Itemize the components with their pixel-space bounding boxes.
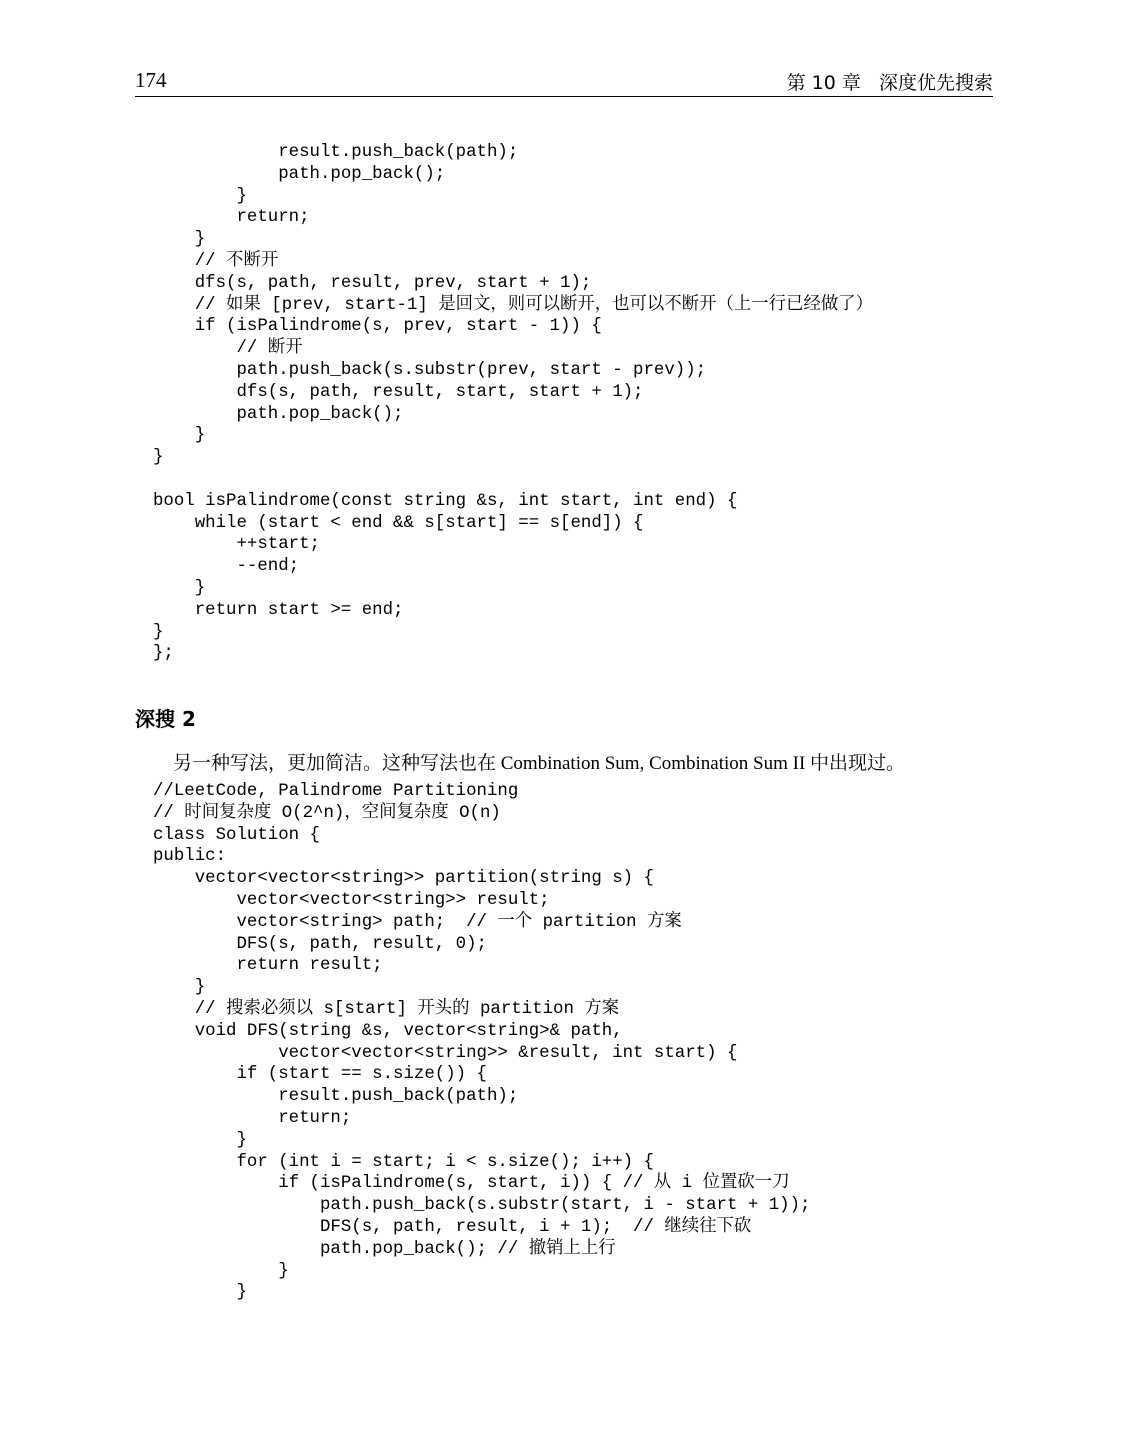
- code-line: }: [153, 230, 206, 250]
- code-line: }: [153, 1130, 247, 1150]
- code-line: path.pop_back();: [153, 404, 404, 424]
- code-line: return result;: [153, 956, 383, 976]
- section-paragraph: 另一种写法，更加简洁。这种写法也在 Combination Sum, Combination Sum II 中出现过。: [173, 753, 906, 774]
- code-line: public:: [153, 847, 227, 867]
- code-line: vector<vector<string>> result;: [153, 890, 550, 910]
- code-line: }: [153, 1261, 289, 1281]
- code-line: }: [153, 426, 206, 446]
- code-line: vector<vector<string>> &result, int start) {: [153, 1043, 738, 1063]
- code-line: // 断开: [153, 339, 303, 359]
- code-block-1: [153, 142, 873, 665]
- section-heading: 深搜 2: [135, 707, 196, 731]
- code-line: result.push_back(path);: [153, 1087, 519, 1107]
- code-line: path.push_back(s.substr(prev, start - prev));: [153, 360, 707, 380]
- code-line: DFS(s, path, result, 0);: [153, 934, 487, 954]
- code-line: path.pop_back();: [153, 164, 446, 184]
- code-line: // 不断开: [153, 251, 279, 271]
- code-line: path.push_back(s.substr(start, i - start + 1));: [153, 1196, 811, 1216]
- code-line: path.pop_back(); // 撤销上上行: [153, 1239, 616, 1259]
- code-line: // 时间复杂度 O(2^n)，空间复杂度 O(n): [153, 803, 501, 823]
- code-block-2: [153, 781, 810, 1304]
- code-line: --end;: [153, 557, 300, 577]
- code-line: bool isPalindrome(const string &s, int start, int end) {: [153, 491, 738, 511]
- code-line: }: [153, 578, 206, 598]
- chapter-title: 第 10 章 深度优先搜索: [786, 72, 993, 94]
- code-line: vector<vector<string>> partition(string s) {: [153, 869, 654, 889]
- code-line: //LeetCode, Palindrome Partitioning: [153, 782, 519, 801]
- code-line: while (start < end && s[start] == s[end]) {: [153, 513, 644, 533]
- code-line: ++start;: [153, 535, 320, 555]
- code-line: // 搜索必须以 s[start] 开头的 partition 方案: [153, 999, 620, 1019]
- code-line: };: [153, 644, 174, 664]
- code-line: [153, 469, 873, 491]
- page-number: 174: [135, 68, 167, 92]
- code-line: }: [153, 448, 164, 468]
- code-line: if (isPalindrome(s, start, i)) { // 从 i 位置砍一刀: [153, 1174, 790, 1194]
- code-line: }: [153, 1283, 247, 1303]
- page-header: [135, 66, 993, 97]
- code-line: dfs(s, path, result, prev, start + 1);: [153, 273, 592, 293]
- code-line: return start >= end;: [153, 600, 404, 620]
- code-line: }: [153, 186, 247, 206]
- code-line: return;: [153, 208, 310, 228]
- code-line: }: [153, 978, 206, 998]
- code-line: vector<string> path; // 一个 partition 方案: [153, 912, 682, 932]
- code-line: result.push_back(path);: [153, 143, 519, 162]
- code-line: class Solution {: [153, 825, 320, 845]
- code-line: DFS(s, path, result, i + 1); // 继续往下砍: [153, 1217, 752, 1237]
- code-line: if (start == s.size()) {: [153, 1065, 487, 1085]
- code-line: dfs(s, path, result, start, start + 1);: [153, 382, 644, 402]
- code-line: if (isPalindrome(s, prev, start - 1)) {: [153, 317, 602, 337]
- code-line: void DFS(string &s, vector<string>& path,: [153, 1021, 623, 1041]
- code-line: // 如果 [prev, start-1] 是回文，则可以断开，也可以不断开（上一行已经做了）: [153, 295, 874, 315]
- code-line: }: [153, 622, 164, 642]
- code-line: for (int i = start; i < s.size(); i++) {: [153, 1152, 654, 1172]
- code-line: return;: [153, 1108, 352, 1128]
